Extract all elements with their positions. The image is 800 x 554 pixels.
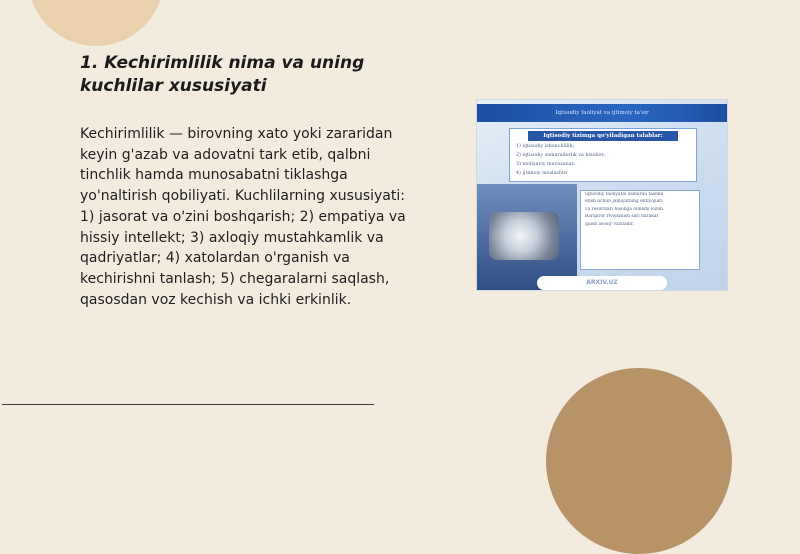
divider-line [2, 404, 374, 405]
image-banner: Iqtisodiy faoliyat va ijtimoiy ta'sir [477, 104, 727, 122]
image-side-line: qilish asosiy vazifadir. [585, 221, 634, 227]
decorative-circle-top [28, 0, 164, 46]
image-side-line: Iqtisodiy faoliyatni samarali tashkil [585, 192, 664, 197]
image-side-line: va resurslari hisobga olinishi lozim. [585, 206, 665, 212]
image-list-item: 3) moliyaviy muvozanat; [516, 162, 576, 167]
image-list-item: 1) iqtisodiy ishonchlilik; [516, 144, 575, 149]
image-list-item: 4) ijtimoiy moslashuv [516, 171, 568, 176]
image-side-text-box [580, 190, 700, 270]
image-list-item: 2) iqtisodiy samaradorlik va hisobot; [516, 153, 605, 158]
image-side-line: etish uchun jamiyatning ehtiyojlari [585, 199, 663, 205]
embedded-slide-image [476, 99, 728, 291]
slide-body-text: Kechirimlilik — birovning xato yoki zararidan keyin g'azab va adovatni tark etib, qalbni tinchlik hamda munosabatni tiklashga yo'naltirish qobiliyati. Kuchlilarning xususiyati: 1) jasorat va o'zini boshqarish; 2) empatiya va hissiy intellekt; 3) axloqiy mustahkamlik va qadriyatlar; 4) xatolardan o'rganish va kechirishni tanlash; 5) chegaralarni saqlash, qasosdan voz kechish va ichki erkinlik. [80, 126, 406, 308]
image-box-title: Iqtisodiy tizimga qo'yiladigan talablar: [528, 131, 678, 141]
image-requirements-box [509, 128, 697, 182]
image-watermark: ARXIV.UZ [537, 276, 667, 290]
image-side-line: Barqaror rivojlanish sari harakat [585, 214, 659, 220]
image-coins-photo [489, 212, 559, 260]
decorative-circle-bottom [546, 368, 732, 554]
slide-title: 1. Kechirimlilik nima va uning kuchlilar xususiyati [80, 53, 365, 96]
